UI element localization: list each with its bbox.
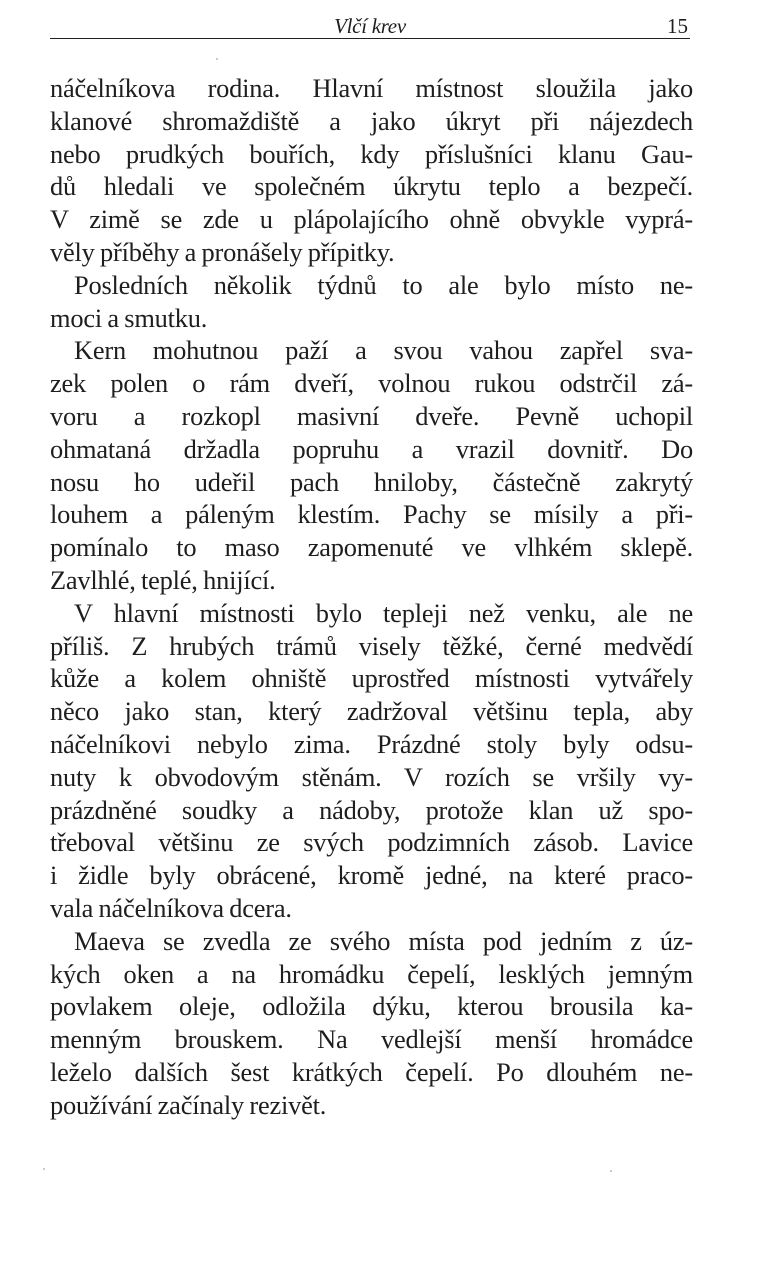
text-line: V hlavní místnosti bylo tepleji než venku, ale ne [74, 597, 693, 628]
text-line: dů hledali ve společném úkrytu teplo a bezpečí. [50, 171, 693, 202]
text-line: moci a smutku. [50, 302, 208, 333]
text-line: pomínalo to maso zapomenuté ve vlhkém sklepě. [50, 532, 693, 563]
paragraph [50, 597, 693, 925]
text-line: něco jako stan, který zadržoval většinu tepla, aby [50, 696, 693, 727]
running-title: Vlčí krev [334, 14, 406, 38]
text-line: louhem a páleným klestím. Pachy se mísily a při- [50, 499, 693, 530]
text-line: V zimě se zde u plápolajícího ohně obvykle vyprá- [50, 204, 693, 235]
text-line: nebo prudkých bouřích, kdy příslušníci klanu Gau- [50, 138, 693, 169]
scan-speck [610, 1170, 612, 1172]
text-line: ohmataná držadla popruhu a vrazil dovnitř. Do [50, 433, 693, 464]
text-line: náčelníkova rodina. Hlavní místnost sloužila jako [50, 73, 693, 103]
text-line: menným brouskem. Na vedlejší menší hromádce [50, 1024, 693, 1055]
text-line: nosu ho udeřil pach hniloby, částečně zakrytý [50, 466, 693, 497]
text-line: třeboval většinu ze svých podzimních zásob. Lavice [50, 827, 693, 858]
running-header [50, 8, 690, 39]
text-line: kých oken a na hromádku čepelí, lesklých jemným [50, 958, 693, 989]
paragraph [50, 925, 693, 1122]
text-line: Zavlhlé, teplé, hnijící. [50, 564, 276, 595]
text-line: leželo dalších šest krátkých čepelí. Po dlouhém ne- [50, 1056, 693, 1087]
text-line: Maeva se zvedla ze svého místa pod jedním z úz- [74, 925, 693, 956]
text-line: povlakem oleje, odložila dýku, kterou brousila ka- [50, 991, 693, 1022]
text-line: Kern mohutnou paží a svou vahou zapřel sva- [74, 335, 693, 366]
paragraph [50, 72, 693, 269]
text-line: věly příběhy a pronášely přípitky. [50, 236, 395, 267]
text-line: nuty k obvodovým stěnám. V rozích se vršily vy- [50, 761, 693, 792]
text-line: kůže a kolem ohniště uprostřed místnosti vytvářely [50, 663, 693, 694]
text-line: klanové shromaždiště a jako úkryt při nájezdech [50, 105, 693, 136]
page-number: 15 [667, 14, 688, 38]
text-line: náčelníkovi nebylo zima. Prázdné stoly byly odsu- [50, 728, 693, 759]
scan-speck [216, 58, 218, 60]
text-line: zek polen o rám dveří, volnou rukou odstrčil zá- [50, 368, 693, 399]
text-line: vala náčelníkova dcera. [50, 892, 292, 923]
body-text [50, 72, 693, 1122]
text-line: používání začínaly rezivět. [50, 1089, 327, 1120]
text-line: i židle byly obrácené, kromě jedné, na které praco- [50, 860, 693, 891]
text-line: Posledních několik týdnů to ale bylo místo ne- [74, 269, 693, 300]
text-line: prázdněné soudky a nádoby, protože klan už spo- [50, 794, 693, 825]
text-line: voru a rozkopl masivní dveře. Pevně uchopil [50, 400, 693, 431]
text-line: příliš. Z hrubých trámů visely těžké, černé medvědí [50, 630, 693, 661]
scan-speck [43, 1168, 45, 1170]
paragraph [50, 334, 693, 596]
paragraph [50, 269, 693, 335]
